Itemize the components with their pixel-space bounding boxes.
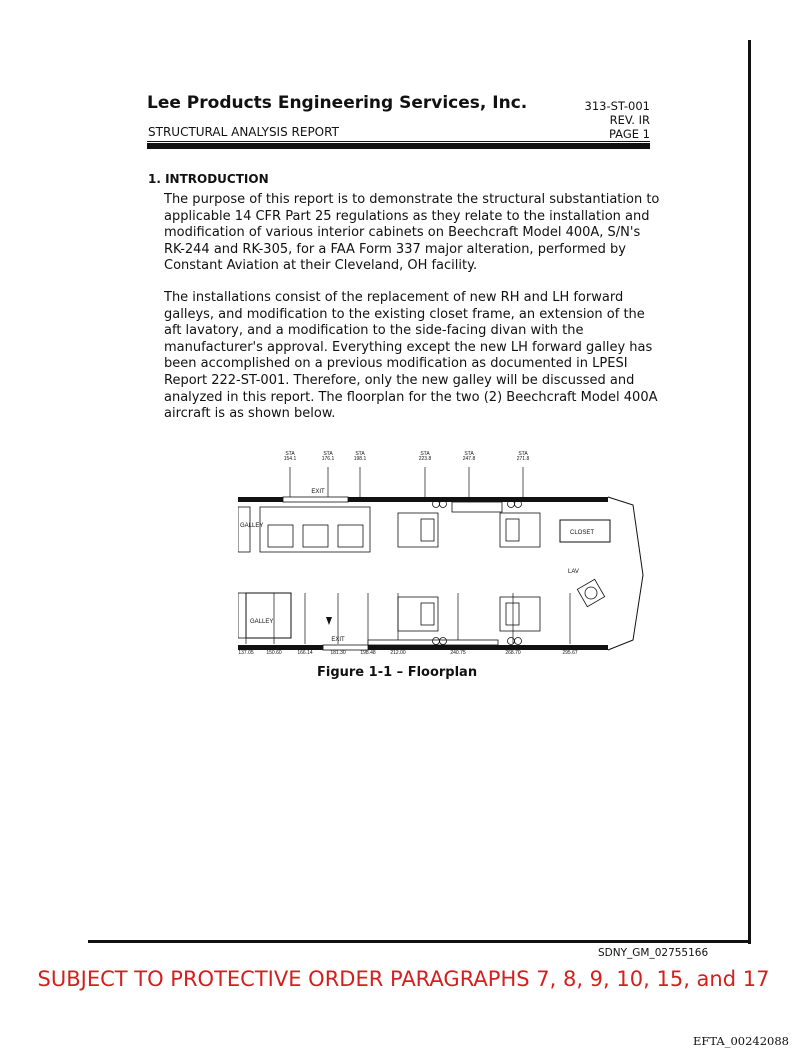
svg-text:198.48: 198.48 — [360, 650, 376, 655]
svg-text:STA: STA — [420, 451, 430, 457]
upper-exit-label: EXIT — [311, 489, 325, 495]
lav-label: LAV — [568, 569, 579, 575]
top-station-5 — [517, 451, 530, 497]
top-station-0 — [284, 451, 297, 497]
efta-number: EFTA_00242088 — [692, 1034, 789, 1048]
svg-text:STA: STA — [464, 451, 474, 457]
lower-exit-label: EXIT — [331, 637, 345, 643]
right-margin-rule — [748, 40, 751, 944]
rh-galley-label: GALLEY — [240, 523, 264, 529]
divan-seat-3 — [338, 525, 363, 547]
lh-galley — [246, 593, 291, 638]
page-number: PAGE 1 — [608, 127, 650, 141]
footer-rule — [88, 940, 750, 943]
svg-text:176.1: 176.1 — [321, 456, 335, 462]
divan — [260, 507, 370, 552]
seat-upper-1 — [398, 513, 438, 547]
lower-exit-hatch — [323, 645, 368, 650]
rh-galley — [238, 507, 250, 552]
svg-text:271.8: 271.8 — [516, 456, 530, 462]
company-name: Lee Products Engineering Services, Inc. — [147, 93, 528, 113]
floorplan-diagram — [238, 445, 648, 655]
svg-text:150.60: 150.60 — [266, 650, 282, 655]
svg-text:STA: STA — [323, 451, 333, 457]
fuselage-aft-outline — [608, 497, 643, 650]
protective-order-banner: SUBJECT TO PROTECTIVE ORDER PARAGRAPHS 7, 8, 9, 10, 15, and 17 — [37, 967, 770, 991]
upper-exit-hatch — [283, 497, 348, 502]
divan-seat-2 — [303, 525, 328, 547]
divan-seat-1 — [268, 525, 293, 547]
header-thin-rule — [147, 141, 650, 142]
intro-paragraph-1: The purpose of this report is to demonstrate the structural substantiation to applicable 14 CFR Part 25 regulations as they relate to the installation and modification of various interior cabinets on Beechcraft Model 400A, S/N's RK-244 and RK-305, for a FAA Form 337 major alteration, performed by Constant Aviation at their Cleveland, OH facility. — [164, 192, 660, 274]
svg-text:295.67: 295.67 — [562, 650, 578, 655]
header-thick-rule — [147, 143, 650, 149]
svg-text:223.8: 223.8 — [418, 456, 432, 462]
svg-text:181.30: 181.30 — [330, 650, 346, 655]
svg-text:268.70: 268.70 — [505, 650, 521, 655]
lower-wall — [238, 645, 608, 650]
seat-lower-1 — [398, 597, 438, 631]
svg-text:STA: STA — [285, 451, 295, 457]
intro-paragraph-2: The installations consist of the replacement of new RH and LH forward galleys, and modification to the existing closet frame, an extension of the aft lavatory, and a modification to the side-facing divan with the manufacturer's approval. Everything except the new LH forward galley has been accomplished on a previous modification as documented in LPESI Report 222-ST-001. Therefore, only the new galley will be discussed and analyzed in this report. The floorplan for the two (2) Beechcraft Model 400A aircraft is as shown below. — [164, 290, 658, 422]
report-type: STRUCTURAL ANALYSIS REPORT — [148, 125, 339, 139]
upper-table — [452, 502, 502, 512]
top-station-4 — [463, 451, 476, 497]
svg-text:STA: STA — [355, 451, 365, 457]
top-station-3 — [419, 451, 432, 497]
svg-text:137.05: 137.05 — [238, 650, 254, 655]
bates-number: SDNY_GM_02755166 — [598, 947, 709, 959]
station-arrow — [326, 617, 332, 625]
figure-caption: Figure 1-1 – Floorplan — [317, 665, 478, 680]
lh-galley-label: GALLEY — [250, 619, 274, 625]
svg-text:166.14: 166.14 — [297, 650, 313, 655]
top-station-2 — [354, 451, 367, 497]
svg-text:154.1: 154.1 — [283, 456, 297, 462]
closet-label: CLOSET — [570, 530, 595, 536]
svg-text:198.1: 198.1 — [353, 456, 367, 462]
document-number: 313-ST-001 — [584, 99, 650, 113]
section-heading: 1. INTRODUCTION — [148, 172, 269, 186]
svg-text:247.8: 247.8 — [462, 456, 476, 462]
svg-text:STA: STA — [518, 451, 528, 457]
lavatory-toilet — [577, 579, 604, 606]
svg-text:212.00: 212.00 — [390, 650, 406, 655]
svg-text:240.75: 240.75 — [450, 650, 466, 655]
revision: REV. IR — [609, 113, 650, 127]
